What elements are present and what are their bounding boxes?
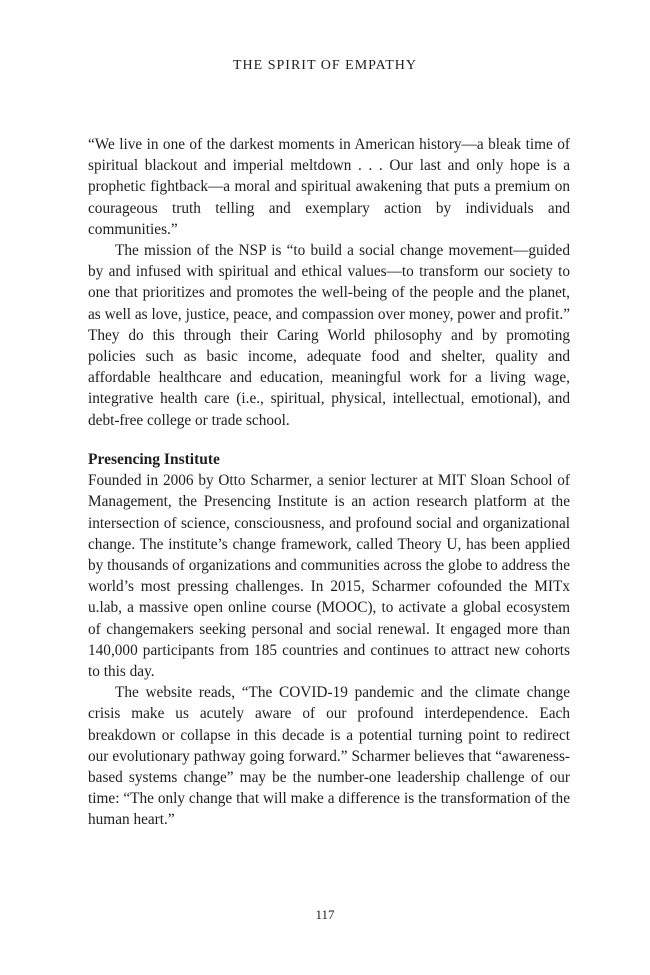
quote-paragraph: “We live in one of the darkest moments in American history—a bleak time of spiritual blackout and imperial meltdown . . . Our last and only hope is a prophetic fightback—a moral and spiritual awakening that puts a premium on courageous truth telling and exemplary action by individuals and communities.” [88, 136, 570, 238]
section-heading: Presencing Institute [88, 451, 220, 468]
nsp-mission-paragraph: The mission of the NSP is “to build a social change movement—guided by and infused with spiritual and ethical values—to transform our society to one that prioritizes and promotes the well-being of the people and the planet, as well as love, justice, peace, and compassion over money, power and profit.” They do this through their Caring World philosophy and by promoting policies such as basic income, adequate food and shelter, quality and affordable healthcare and education, meaningful work for a living wage, integrative health care (i.e., spiritual, physical, intellectual, emotional), and debt-free college or trade school. [88, 242, 570, 429]
page-number: 117 [315, 907, 335, 922]
presencing-section [88, 449, 570, 831]
website-quote-paragraph: The website reads, “The COVID-19 pandemic and the climate change crisis make us acutely aware of our profound interdependence. Each breakdown or collapse in this decade is a potential turning point to redirect our evolutionary pathway going forward.” Scharmer believes that “awareness-based systems change” may be the number-one leadership challenge of our time: “The only change that will make a difference is the transformation of the human heart.” [88, 684, 570, 829]
body-text-upper [88, 134, 570, 431]
presencing-paragraph: Founded in 2006 by Otto Scharmer, a senior lecturer at MIT Sloan School of Management, the Presencing Institute is an action research platform at the intersection of science, consciousness, and profound social and organizational change. The institute’s change framework, called Theory U, has been applied by thousands of organizations and communities across the globe to address the world’s most pressing challenges. In 2015, Scharmer cofounded the MITx u.lab, a massive open online course (MOOC), to activate a global ecosystem of changemakers seeking personal and social renewal. It engaged more than 140,000 participants from 185 countries and continues to attract new cohorts to this day. [88, 472, 570, 681]
running-head: THE SPIRIT OF EMPATHY [233, 58, 417, 73]
